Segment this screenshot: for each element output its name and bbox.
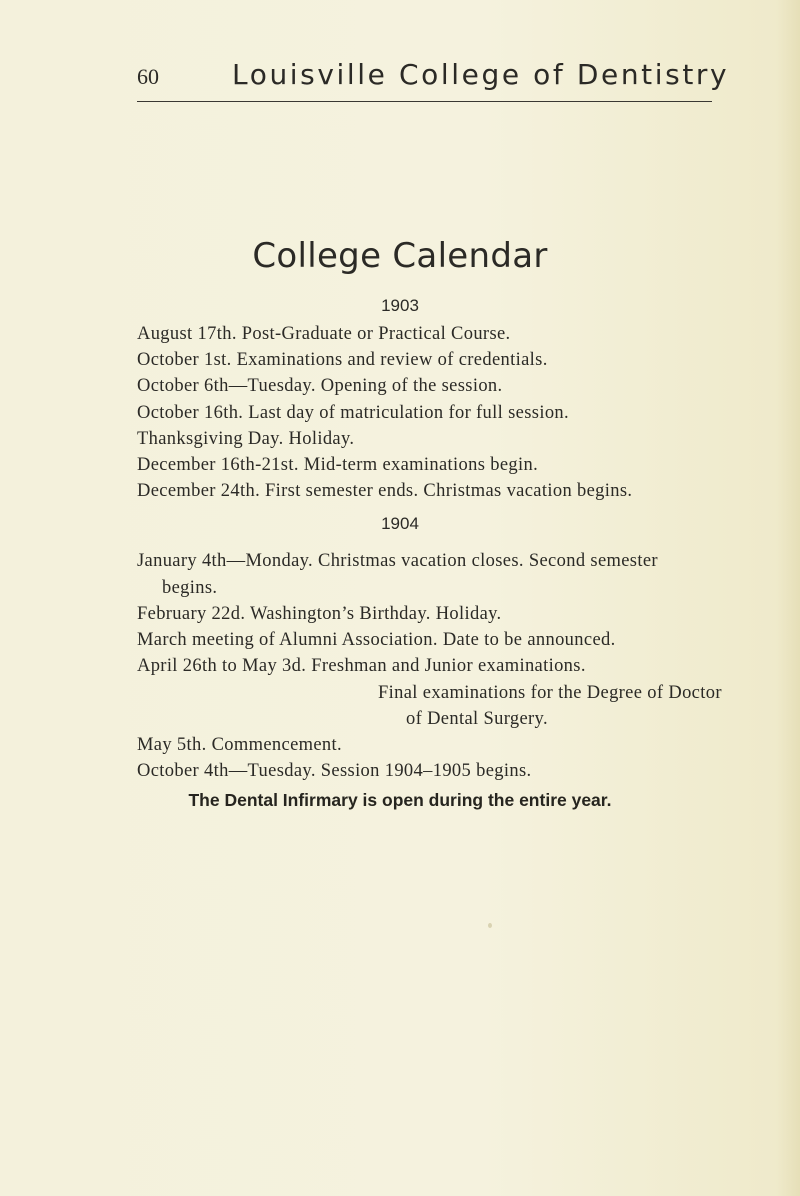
calendar-entry-continuation: Final examinations for the Degree of Doctor: [378, 683, 722, 703]
year-heading-1904: 1904: [381, 514, 419, 533]
calendar-entry: May 5th. Commencement.: [137, 735, 342, 755]
calendar-entry: October 6th—Tuesday. Opening of the session.: [137, 376, 503, 396]
calendar-entry: October 4th—Tuesday. Session 1904–1905 begins.: [137, 761, 532, 781]
running-title: Louisville College of Dentistry: [232, 58, 730, 91]
calendar-entry: January 4th—Monday. Christmas vacation closes. Second semester: [137, 551, 658, 571]
paper-speck: [488, 923, 492, 928]
page-number: 60: [137, 64, 159, 89]
calendar-entry: December 24th. First semester ends. Christmas vacation begins.: [137, 481, 633, 501]
calendar-entry: August 17th. Post-Graduate or Practical Course.: [137, 324, 511, 344]
calendar-entry: February 22d. Washington’s Birthday. Holiday.: [137, 604, 502, 624]
page-title: College Calendar: [252, 236, 548, 276]
calendar-entry-continuation: of Dental Surgery.: [406, 709, 548, 729]
calendar-entry: October 16th. Last day of matriculation for full session.: [137, 403, 569, 423]
calendar-entry: April 26th to May 3d. Freshman and Junior examinations.: [137, 656, 586, 676]
year-heading-1903: 1903: [381, 296, 419, 315]
header-rule: [137, 101, 712, 102]
footer-note: The Dental Infirmary is open during the entire year.: [188, 790, 612, 810]
calendar-entry: December 16th-21st. Mid-term examinations begin.: [137, 455, 539, 475]
calendar-entry: March meeting of Alumni Association. Date to be announced.: [137, 630, 616, 650]
calendar-entry: October 1st. Examinations and review of credentials.: [137, 350, 548, 370]
calendar-entry-continuation: begins.: [162, 578, 218, 598]
calendar-entry: Thanksgiving Day. Holiday.: [137, 429, 355, 449]
running-head: [137, 58, 730, 100]
